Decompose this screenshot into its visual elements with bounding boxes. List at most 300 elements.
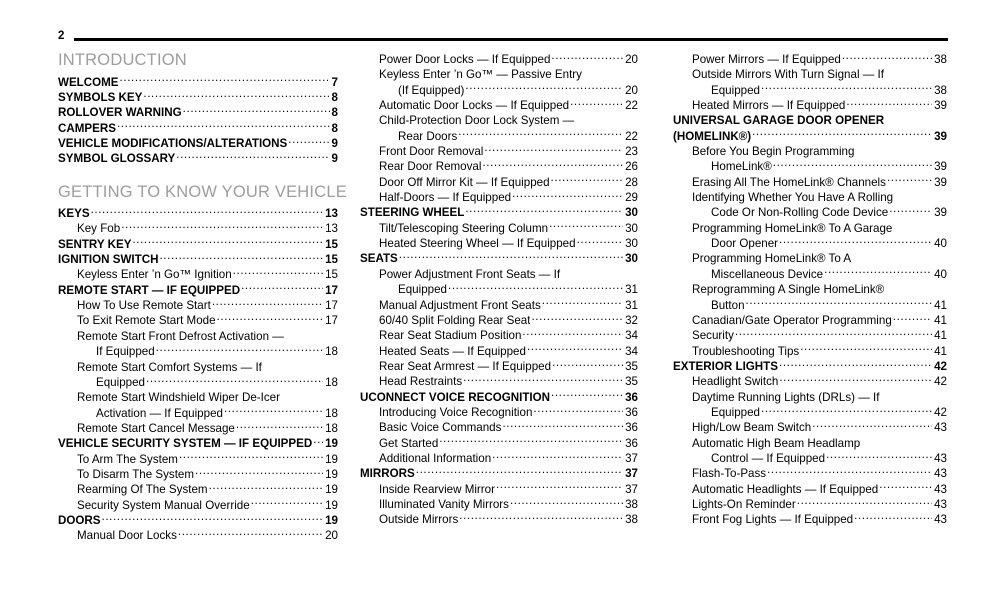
toc-entry-page-number: 30 — [625, 252, 638, 266]
toc-entry-page-number: 31 — [625, 298, 638, 312]
toc-dot-leader — [178, 528, 323, 539]
toc-entry[interactable] — [673, 159, 947, 174]
toc-entry[interactable] — [58, 136, 338, 151]
toc-entry-page-number: 18 — [325, 345, 338, 359]
toc-entry[interactable] — [673, 205, 947, 220]
toc-entry-label: Flash-To-Pass — [692, 467, 767, 481]
toc-entry[interactable] — [360, 359, 638, 374]
toc-entry[interactable] — [360, 236, 638, 251]
toc-entry[interactable] — [58, 283, 338, 298]
toc-entry-label: Heated Steering Wheel — If Equipped — [379, 237, 576, 251]
toc-entry[interactable] — [673, 344, 947, 359]
toc-entry-page-number: 38 — [625, 497, 638, 511]
toc-entry-page-number: 22 — [625, 129, 638, 143]
toc-entry[interactable] — [673, 374, 947, 389]
toc-entry-label: Outside Mirrors — [379, 513, 459, 527]
toc-entry-label: SYMBOL GLOSSARY — [58, 152, 176, 166]
toc-dot-leader — [887, 175, 932, 186]
toc-entry-label: Heated Seats — If Equipped — [379, 344, 526, 358]
toc-entry-page-number: 13 — [325, 207, 338, 221]
toc-dot-leader — [854, 512, 932, 523]
toc-entry-label: To Exit Remote Start Mode — [77, 314, 216, 328]
toc-entry-label: Manual Door Locks — [77, 529, 177, 543]
toc-entry[interactable] — [58, 344, 338, 359]
toc-dot-leader — [439, 436, 623, 447]
toc-entry[interactable] — [360, 420, 638, 435]
toc-entry[interactable] — [673, 482, 947, 497]
toc-entry[interactable] — [58, 267, 338, 282]
toc-entry-label: ROLLOVER WARNING — [58, 106, 182, 120]
toc-entry-label: Troubleshooting Tips — [692, 344, 800, 358]
toc-entry-label: Identifying Whether You Have A Rolling — [692, 191, 894, 205]
toc-dot-leader — [879, 482, 932, 493]
toc-entry[interactable] — [673, 298, 947, 313]
toc-entry-label: VEHICLE SECURITY SYSTEM — IF EQUIPPED — [58, 437, 313, 451]
toc-entry-label: Canadian/Gate Operator Programming — [692, 313, 892, 327]
toc-entry-page-number: 43 — [934, 421, 947, 435]
toc-entry[interactable] — [360, 497, 638, 512]
toc-entry-label: Equipped — [96, 375, 145, 389]
toc-entry-label: Automatic Door Locks — If Equipped — [379, 99, 570, 113]
toc-entry-page-number: 8 — [331, 106, 338, 120]
toc-entry-page-number: 20 — [325, 529, 338, 543]
toc-entry[interactable] — [360, 512, 638, 527]
toc-dot-leader — [159, 252, 323, 263]
toc-dot-leader — [146, 375, 323, 386]
toc-entry-label: Inside Rearview Mirror — [379, 482, 495, 496]
toc-entry-label: Power Mirrors — If Equipped — [692, 53, 841, 66]
toc-entry[interactable] — [673, 129, 947, 144]
toc-entry[interactable] — [673, 466, 947, 481]
toc-dot-leader — [746, 298, 933, 309]
toc-entry-page-number: 34 — [625, 329, 638, 343]
toc-entry[interactable] — [360, 67, 638, 82]
toc-entry[interactable] — [360, 436, 638, 451]
toc-entry-label: Get Started — [379, 436, 439, 450]
toc-entry-page-number: 38 — [934, 53, 947, 66]
toc-dot-leader — [212, 298, 323, 309]
toc-dot-leader — [812, 420, 932, 431]
toc-entry[interactable] — [58, 482, 338, 497]
toc-dot-leader — [889, 205, 932, 216]
header-rule — [74, 38, 948, 41]
toc-entry[interactable] — [673, 282, 947, 297]
toc-entry[interactable] — [58, 436, 338, 451]
toc-entry-page-number: 31 — [625, 283, 638, 297]
toc-entry-page-number: 41 — [934, 344, 947, 358]
toc-entry-label: Before You Begin Programming — [692, 145, 855, 159]
toc-entry[interactable] — [673, 359, 947, 374]
toc-entry[interactable] — [58, 237, 338, 252]
toc-entry-page-number: 39 — [934, 99, 947, 113]
toc-entry[interactable] — [58, 513, 338, 528]
toc-entry-page-number: 43 — [934, 482, 947, 496]
toc-entry-label: Control — If Equipped — [711, 451, 826, 465]
toc-entry-label: Outside Mirrors With Turn Signal — If — [692, 68, 884, 82]
toc-dot-leader — [752, 129, 932, 140]
toc-entry-label: Equipped — [398, 283, 447, 297]
toc-entry[interactable] — [673, 420, 947, 435]
toc-entry-page-number: 8 — [331, 121, 338, 135]
toc-entry[interactable] — [58, 151, 338, 166]
toc-dot-leader — [893, 313, 932, 324]
toc-dot-leader — [176, 151, 329, 162]
toc-entry-label: Manual Adjustment Front Seats — [379, 298, 541, 312]
toc-entry-label: 60/40 Split Folding Rear Seat — [379, 313, 531, 327]
toc-entry-page-number: 19 — [325, 483, 338, 497]
toc-entry-page-number: 19 — [325, 467, 338, 481]
toc-entry-page-number: 23 — [625, 145, 638, 159]
toc-dot-leader — [143, 90, 329, 101]
toc-dot-leader — [484, 144, 623, 155]
toc-entry[interactable] — [58, 360, 338, 375]
toc-entry-label: Front Fog Lights — If Equipped — [692, 513, 854, 527]
toc-entry[interactable] — [673, 52, 947, 67]
toc-entry-label: High/Low Beam Switch — [692, 421, 812, 435]
toc-entry-page-number: 43 — [934, 467, 947, 481]
toc-dot-leader — [179, 452, 323, 463]
toc-entry-label: Basic Voice Commands — [379, 421, 502, 435]
toc-dot-leader — [156, 344, 323, 355]
toc-entry-page-number: 42 — [934, 405, 947, 419]
toc-dot-leader — [779, 236, 932, 247]
toc-dot-leader — [233, 267, 323, 278]
toc-dot-leader — [551, 390, 623, 401]
toc-entry[interactable] — [58, 452, 338, 467]
toc-entry[interactable] — [360, 251, 638, 266]
toc-entry[interactable] — [673, 144, 947, 159]
toc-entry[interactable] — [360, 267, 638, 282]
toc-dot-leader — [120, 75, 330, 86]
toc-entry[interactable] — [58, 375, 338, 390]
toc-entry-label: Power Adjustment Front Seats — If — [379, 267, 561, 281]
toc-entry-label: Security — [692, 329, 734, 343]
toc-entry[interactable] — [58, 252, 338, 267]
toc-entry-page-number: 30 — [625, 206, 638, 220]
toc-column-2 — [338, 52, 643, 544]
toc-entry[interactable] — [673, 436, 947, 451]
toc-column-1 — [0, 51, 347, 544]
toc-entry[interactable] — [360, 344, 638, 359]
toc-dot-leader — [313, 436, 323, 447]
toc-entry-label: MIRRORS — [360, 467, 415, 481]
toc-dot-leader — [512, 190, 623, 201]
toc-entry[interactable] — [360, 282, 638, 297]
toc-entry-page-number: 39 — [934, 129, 947, 143]
toc-dot-leader — [463, 374, 623, 385]
toc-entry-label: Automatic Headlights — If Equipped — [692, 482, 879, 496]
toc-dot-leader — [846, 98, 932, 109]
toc-dot-leader — [183, 105, 330, 116]
toc-dot-leader — [522, 328, 623, 339]
toc-entry-page-number: 19 — [325, 513, 338, 527]
toc-entry[interactable] — [360, 298, 638, 313]
toc-entry[interactable] — [673, 251, 947, 266]
toc-entry[interactable] — [360, 390, 638, 405]
toc-entry[interactable] — [360, 113, 638, 128]
toc-entry[interactable] — [58, 329, 338, 344]
toc-dot-leader — [465, 205, 623, 216]
toc-entry[interactable] — [673, 67, 947, 82]
toc-entry-page-number: 43 — [934, 497, 947, 511]
toc-entry-label: How To Use Remote Start — [77, 299, 211, 313]
toc-entry-label: Keyless Enter ’n Go™ Ignition — [77, 268, 232, 282]
toc-entry-label: If Equipped — [96, 345, 155, 359]
toc-entry-label: REMOTE START — IF EQUIPPED — [58, 283, 241, 297]
toc-entry[interactable] — [360, 374, 638, 389]
toc-entry[interactable] — [58, 121, 338, 136]
toc-entry-page-number: 17 — [325, 283, 338, 297]
toc-entry[interactable] — [360, 83, 638, 98]
toc-dot-leader — [448, 282, 623, 293]
toc-entry-label: Rear Doors — [398, 129, 458, 143]
toc-entry-page-number: 29 — [625, 191, 638, 205]
toc-columns — [0, 52, 1000, 544]
toc-entry-label: Security System Manual Override — [77, 498, 250, 512]
toc-dot-leader — [577, 236, 624, 247]
toc-entry[interactable] — [673, 405, 947, 420]
toc-entry-label: Equipped — [711, 405, 760, 419]
toc-dot-leader — [800, 344, 932, 355]
toc-entry-label: To Disarm The System — [77, 467, 195, 481]
toc-entry-page-number: 18 — [325, 421, 338, 435]
toc-entry[interactable] — [673, 83, 947, 98]
toc-entry-label: KEYS — [58, 207, 90, 221]
toc-entry[interactable] — [673, 313, 947, 328]
toc-entry-page-number: 43 — [934, 451, 947, 465]
toc-entry[interactable] — [673, 497, 947, 512]
toc-entry[interactable] — [360, 221, 638, 236]
toc-dot-leader — [761, 405, 932, 416]
toc-entry[interactable] — [58, 528, 338, 543]
toc-entry[interactable] — [58, 206, 338, 221]
toc-entry[interactable] — [673, 512, 947, 527]
toc-dot-leader — [551, 175, 624, 186]
toc-entry[interactable] — [673, 236, 947, 251]
toc-entry-page-number: 36 — [625, 405, 638, 419]
toc-entry-page-number: 39 — [934, 160, 947, 174]
toc-entry-page-number: 35 — [625, 375, 638, 389]
toc-dot-leader — [458, 129, 623, 140]
toc-entry-page-number: 40 — [934, 237, 947, 251]
toc-entry-page-number: 15 — [325, 237, 338, 251]
toc-entry[interactable] — [673, 390, 947, 405]
toc-entry-label: STEERING WHEEL — [360, 206, 465, 220]
toc-entry[interactable] — [58, 406, 338, 421]
toc-entry-label: Rearming Of The System — [77, 483, 208, 497]
toc-entry[interactable] — [673, 175, 947, 190]
toc-entry-page-number: 42 — [934, 359, 947, 373]
toc-entry-label: EXTERIOR LIGHTS — [673, 359, 778, 373]
toc-entry[interactable] — [58, 90, 338, 105]
toc-entry-page-number: 41 — [934, 313, 947, 327]
toc-entry[interactable] — [58, 298, 338, 313]
section-heading: GETTING TO KNOW YOUR VEHICLE — [58, 182, 347, 201]
column-1-inner — [58, 51, 347, 544]
toc-entry[interactable] — [360, 205, 638, 220]
toc-entry-label: Equipped — [711, 83, 760, 97]
toc-entry-label: Remote Start Front Defrost Activation — — [77, 329, 284, 343]
toc-entry-label: Rear Seat Armrest — If Equipped — [379, 359, 552, 373]
toc-dot-leader — [502, 420, 623, 431]
toc-dot-leader — [779, 374, 932, 385]
toc-column-3 — [643, 52, 1000, 544]
toc-entry-page-number: 36 — [625, 436, 638, 450]
toc-entry-page-number: 9 — [331, 136, 338, 150]
toc-entry-page-number: 19 — [325, 498, 338, 512]
toc-dot-leader — [552, 359, 623, 370]
toc-dot-leader — [496, 482, 623, 493]
toc-entry-label: Child-Protection Door Lock System — — [379, 114, 575, 128]
toc-entry-page-number: 36 — [625, 421, 638, 435]
column-2-inner — [360, 52, 638, 528]
toc-entry[interactable] — [360, 98, 638, 113]
toc-entry[interactable] — [360, 52, 638, 67]
toc-entry-page-number: 17 — [325, 299, 338, 313]
toc-entry[interactable] — [360, 129, 638, 144]
toc-entry-page-number: 43 — [934, 513, 947, 527]
toc-entry[interactable] — [673, 328, 947, 343]
toc-dot-leader — [773, 159, 932, 170]
toc-dot-leader — [91, 206, 324, 217]
toc-entry-page-number: 34 — [625, 344, 638, 358]
toc-dot-leader — [117, 121, 330, 132]
toc-entry-label: SENTRY KEY — [58, 237, 132, 251]
toc-entry[interactable] — [58, 221, 338, 236]
toc-dot-leader — [842, 52, 932, 63]
toc-dot-leader — [416, 466, 623, 477]
toc-entry-page-number: 36 — [625, 390, 638, 404]
toc-entry-page-number: 38 — [934, 83, 947, 97]
toc-entry-label: Daytime Running Lights (DRLs) — If — [692, 390, 880, 404]
toc-entry[interactable] — [58, 498, 338, 513]
toc-entry-label: Miscellaneous Device — [711, 267, 824, 281]
toc-dot-leader — [824, 267, 932, 278]
toc-entry-page-number: 19 — [325, 437, 338, 451]
toc-entry-label: Programming HomeLink® To A — [692, 252, 852, 266]
toc-entry[interactable] — [360, 482, 638, 497]
toc-entry-label: Tilt/Telescoping Steering Column — [379, 221, 549, 235]
toc-entry[interactable] — [360, 144, 638, 159]
toc-entry-page-number: 30 — [625, 221, 638, 235]
toc-entry-page-number: 20 — [625, 53, 638, 66]
toc-dot-leader — [399, 251, 623, 262]
toc-entry[interactable] — [58, 390, 338, 405]
toc-dot-leader — [797, 497, 932, 508]
toc-entry-label: SYMBOLS KEY — [58, 90, 143, 104]
toc-entry[interactable] — [673, 221, 947, 236]
toc-entry-label: Remote Start Cancel Message — [77, 421, 235, 435]
toc-entry-label: Automatic High Beam Headlamp — [692, 436, 861, 450]
toc-entry-label: DOORS — [58, 513, 101, 527]
toc-entry[interactable] — [673, 267, 947, 282]
toc-entry[interactable] — [360, 451, 638, 466]
toc-entry-page-number: 18 — [325, 406, 338, 420]
toc-entry-label: VEHICLE MODIFICATIONS/ALTERATIONS — [58, 136, 288, 150]
toc-entry[interactable] — [360, 175, 638, 190]
toc-entry[interactable] — [360, 190, 638, 205]
toc-entry[interactable] — [58, 467, 338, 482]
toc-entry-page-number: 42 — [934, 375, 947, 389]
toc-dot-leader — [195, 467, 323, 478]
toc-dot-leader — [533, 405, 623, 416]
toc-dot-leader — [288, 136, 329, 147]
toc-dot-leader — [209, 482, 324, 493]
toc-entry-page-number: 39 — [934, 175, 947, 189]
toc-entry-label: Remote Start Windshield Wiper De-Icer — [77, 391, 280, 405]
toc-entry[interactable] — [58, 75, 338, 90]
toc-dot-leader — [510, 497, 623, 508]
toc-entry-label: SEATS — [360, 252, 398, 266]
toc-entry-page-number: 37 — [625, 467, 638, 481]
toc-entry[interactable] — [673, 451, 947, 466]
toc-entry-page-number: 39 — [934, 206, 947, 220]
toc-dot-leader — [735, 328, 932, 339]
toc-entry-label: Programming HomeLink® To A Garage — [692, 221, 893, 235]
toc-entry-page-number: 38 — [625, 513, 638, 527]
toc-dot-leader — [132, 237, 323, 248]
toc-entry-page-number: 18 — [325, 375, 338, 389]
toc-entry-label: Keyless Enter ’n Go™ — Passive Entry — [379, 68, 582, 82]
toc-entry[interactable] — [360, 159, 638, 174]
toc-entry-label: Rear Door Removal — [379, 160, 482, 174]
toc-entry-label: Head Restraints — [379, 375, 463, 389]
toc-entry[interactable] — [360, 328, 638, 343]
toc-dot-leader — [459, 512, 623, 523]
toc-entry-page-number: 30 — [625, 237, 638, 251]
toc-entry-page-number: 26 — [625, 160, 638, 174]
toc-dot-leader — [224, 406, 323, 417]
toc-dot-leader — [251, 498, 323, 509]
toc-dot-leader — [549, 221, 623, 232]
toc-entry-label: (HOMELINK®) — [673, 129, 752, 143]
toc-entry[interactable] — [360, 313, 638, 328]
toc-entry-page-number: 17 — [325, 314, 338, 328]
toc-dot-leader — [482, 159, 623, 170]
toc-entry-label: Heated Mirrors — If Equipped — [692, 99, 846, 113]
column-3-inner — [673, 52, 947, 528]
toc-entry-page-number: 15 — [325, 253, 338, 267]
toc-entry-label: Button — [711, 298, 745, 312]
toc-entry[interactable] — [673, 190, 947, 205]
toc-entry-page-number: 13 — [325, 222, 338, 236]
toc-dot-leader — [102, 513, 324, 524]
section-heading: INTRODUCTION — [58, 51, 187, 69]
toc-entry-label: Activation — If Equipped — [96, 406, 223, 420]
toc-entry-label: IGNITION SWITCH — [58, 253, 159, 267]
toc-entry-page-number: 40 — [934, 267, 947, 281]
toc-entry[interactable] — [360, 405, 638, 420]
toc-entry[interactable] — [360, 466, 638, 481]
toc-entry-page-number: 37 — [625, 482, 638, 496]
toc-dot-leader — [121, 221, 323, 232]
toc-dot-leader — [551, 52, 623, 63]
toc-entry-label: Key Fob — [77, 222, 121, 236]
toc-dot-leader — [542, 298, 623, 309]
toc-entry[interactable] — [58, 105, 338, 120]
toc-entry[interactable] — [58, 313, 338, 328]
toc-entry[interactable] — [673, 98, 947, 113]
toc-entry-label: WELCOME — [58, 75, 119, 89]
toc-entry-page-number: 19 — [325, 452, 338, 466]
toc-dot-leader — [826, 451, 932, 462]
toc-entry[interactable] — [58, 421, 338, 436]
toc-entry[interactable] — [673, 113, 947, 128]
toc-dot-leader — [527, 344, 623, 355]
toc-entry-label: Rear Seat Stadium Position — [379, 329, 522, 343]
toc-entry-page-number: 15 — [325, 268, 338, 282]
page-header — [58, 28, 948, 46]
